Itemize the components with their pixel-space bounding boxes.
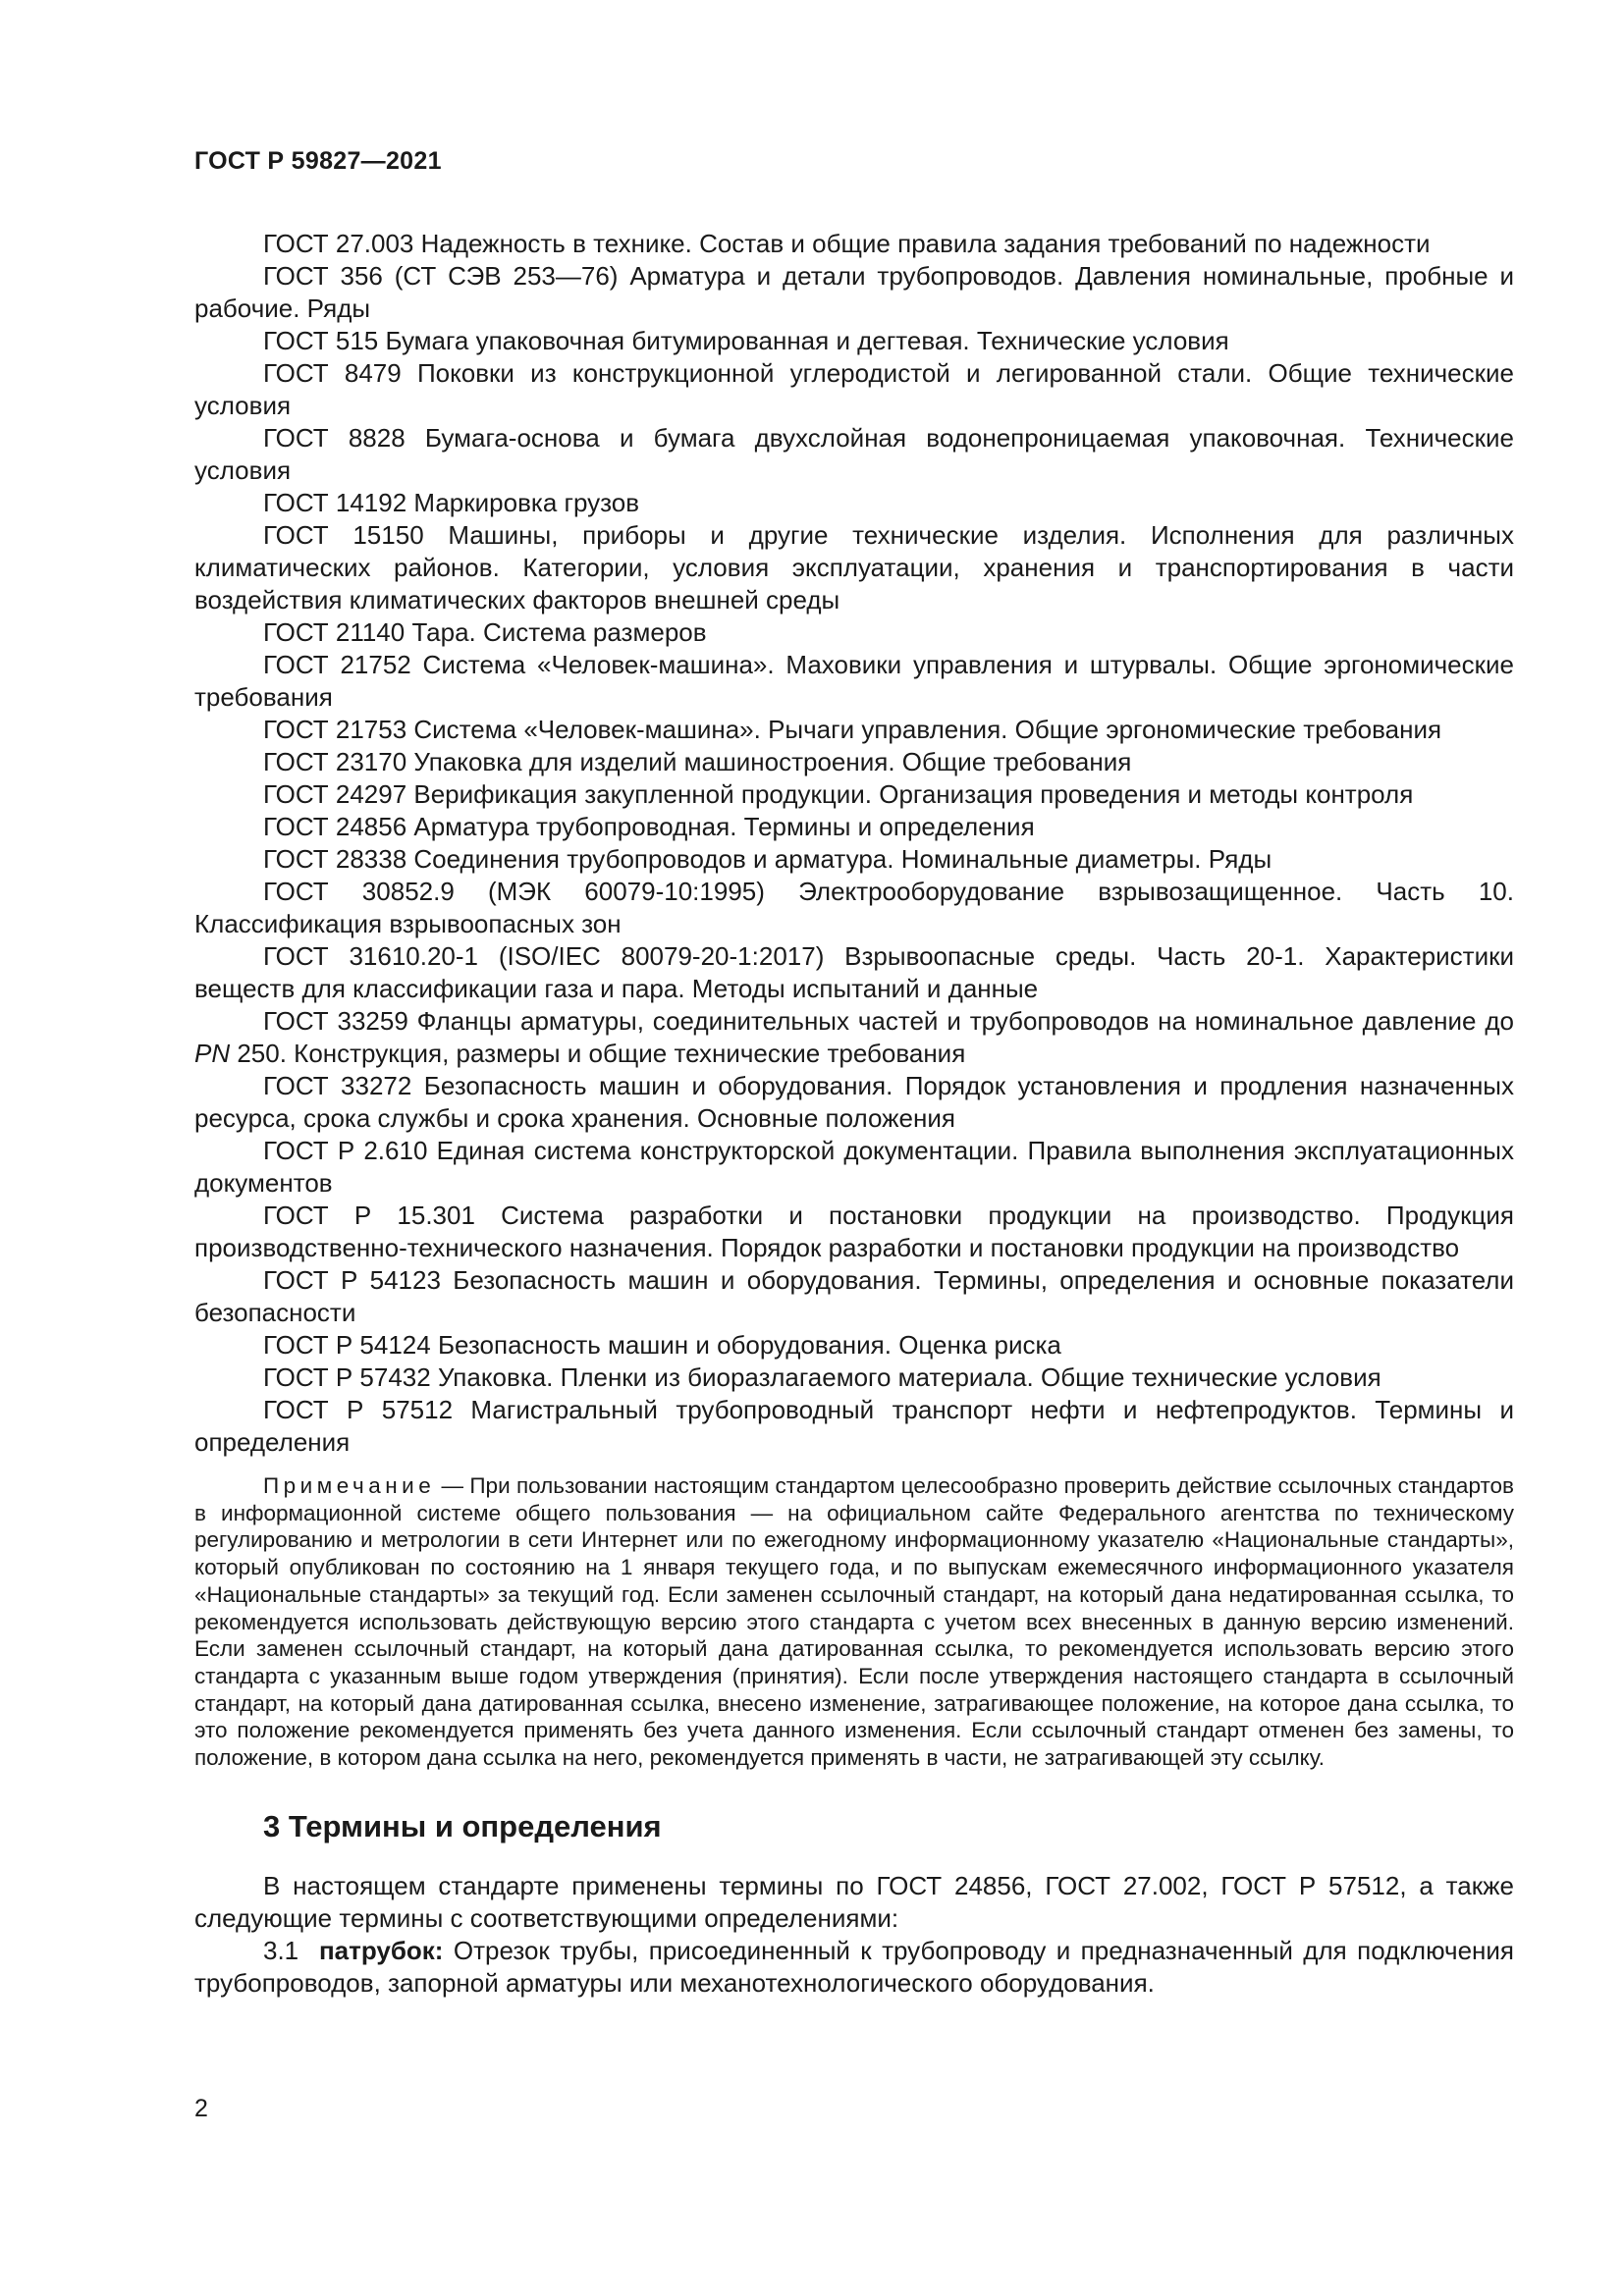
- reference-item: ГОСТ 30852.9 (МЭК 60079-10:1995) Электрооборудование взрывозащищенное. Часть 10. Классификация взрывоопасных зон: [194, 877, 1514, 938]
- page-content: [194, 228, 1514, 2000]
- page-header-standard-number: ГОСТ Р 59827—2021: [194, 147, 442, 175]
- reference-italic-symbol: PN: [194, 1039, 231, 1068]
- reference-item: ГОСТ Р 54123 Безопасность машин и оборудования. Термины, определения и основные показатели безопасности: [194, 1265, 1514, 1327]
- reference-text: ГОСТ 33259 Фланцы арматуры, соединительных частей и трубопроводов на номинальное давление до: [263, 1006, 1514, 1036]
- section-intro-paragraph: В настоящем стандарте применены термины по ГОСТ 24856, ГОСТ 27.002, ГОСТ Р 57512, а также следующие термины с соответствующими определениями:: [194, 1870, 1514, 1933]
- reference-item: ГОСТ 21140 Тара. Система размеров: [263, 617, 707, 647]
- reference-item: ГОСТ 21752 Система «Человек-машина». Маховики управления и штурвалы. Общие эргономические требования: [194, 650, 1514, 712]
- reference-item: ГОСТ 8828 Бумага-основа и бумага двухслойная водонепроницаемая упаковочная. Технические условия: [194, 423, 1514, 485]
- term-number: 3.1: [263, 1935, 299, 1965]
- reference-item: ГОСТ 515 Бумага упаковочная битумированная и дегтевая. Технические условия: [263, 326, 1229, 355]
- reference-item: ГОСТ 27.003 Надежность в технике. Состав и общие правила задания требований по надежности: [263, 229, 1431, 258]
- reference-item: ГОСТ 21753 Система «Человек-машина». Рычаги управления. Общие эргономические требования: [263, 715, 1442, 744]
- note-text: — При пользовании настоящим стандартом целесообразно проверить действие ссылочных стандартов в информационной системе общего пользования — на официальном сайте Федерального агентства по техническому регулированию и метрологии в сети Интернет или по ежегодному информационному указателю «Национальные стандарты», который опубликован по состоянию на 1 января текущего года, и по выпускам ежемесячного информационного указателя «Национальные стандарты» за текущий год. Если заменен ссылочный стандарт, на который дана недатированная ссылка, то рекомендуется использовать действующую версию этого стандарта с учетом всех внесенных в данную версию изменений. Если заменен ссылочный стандарт, на который дана датированная ссылка, то рекомендуется использовать версию этого стандарта с указанным выше годом утверждения (принятия). Если после утверждения настоящего стандарта в ссылочный стандарт, на который дана датированная ссылка, внесено изменение, затрагивающее положение, на которое дана ссылка, то это положение рекомендуется применять без учета данного изменения. Если ссылочный стандарт отменен без замены, то положение, в котором дана ссылка на него, рекомендуется применять в части, не затрагивающей эту ссылку.: [194, 1473, 1514, 1771]
- reference-item: ГОСТ Р 57432 Упаковка. Пленки из биоразлагаемого материала. Общие технические условия: [263, 1362, 1381, 1392]
- note-paragraph: [194, 1472, 1514, 1772]
- reference-item: ГОСТ 14192 Маркировка грузов: [263, 488, 640, 517]
- reference-item: ГОСТ 23170 Упаковка для изделий машиностроения. Общие требования: [263, 747, 1132, 776]
- page-number: 2: [194, 2095, 208, 2122]
- reference-item: ГОСТ Р 54124 Безопасность машин и оборудования. Оценка риска: [263, 1330, 1061, 1360]
- term-definition: Отрезок трубы, присоединенный к трубопроводу и предназначенный для подключения трубопроводов, запорной арматуры или механотехнологического оборудования.: [194, 1935, 1514, 1998]
- reference-item: ГОСТ 24856 Арматура трубопроводная. Термины и определения: [263, 812, 1035, 841]
- reference-item: ГОСТ 31610.20-1 (ISO/IEC 80079-20-1:2017) Взрывоопасные среды. Часть 20-1. Характеристики веществ для классификации газа и пара. Методы испытаний и данные: [194, 941, 1514, 1003]
- reference-item-gost-33259: [194, 1005, 1514, 1070]
- term-name: патрубок:: [318, 1935, 444, 1965]
- reference-item: ГОСТ 15150 Машины, приборы и другие технические изделия. Исполнения для различных климатических районов. Категории, условия эксплуатации, хранения и транспортирования в части воздействия климатических факторов внешней среды: [194, 520, 1514, 614]
- reference-item: ГОСТ 33272 Безопасность машин и оборудования. Порядок установления и продления назначенных ресурса, срока службы и срока хранения. Основные положения: [194, 1071, 1514, 1133]
- reference-item: ГОСТ 8479 Поковки из конструкционной углеродистой и легированной стали. Общие технические условия: [194, 358, 1514, 420]
- reference-item: ГОСТ Р 57512 Магистральный трубопроводный транспорт нефти и нефтепродуктов. Термины и определения: [194, 1395, 1514, 1457]
- reference-item: ГОСТ Р 2.610 Единая система конструкторской документации. Правила выполнения эксплуатационных документов: [194, 1136, 1514, 1198]
- reference-item: ГОСТ 24297 Верификация закупленной продукции. Организация проведения и методы контроля: [263, 779, 1414, 809]
- term-definition-paragraph: [194, 1935, 1514, 2000]
- reference-item: ГОСТ Р 15.301 Система разработки и постановки продукции на производство. Продукция производственно-технического назначения. Порядок разработки и постановки продукции на производство: [194, 1201, 1514, 1262]
- section-title: 3 Термины и определения: [263, 1808, 662, 1843]
- reference-item: ГОСТ 356 (СТ СЭВ 253—76) Арматура и детали трубопроводов. Давления номинальные, пробные и рабочие. Ряды: [194, 261, 1514, 323]
- normative-references-list: [194, 228, 1514, 1459]
- note-label: Примечание: [263, 1473, 436, 1498]
- reference-item: ГОСТ 28338 Соединения трубопроводов и арматура. Номинальные диаметры. Ряды: [263, 844, 1272, 874]
- reference-text: 250. Конструкция, размеры и общие технические требования: [230, 1039, 966, 1068]
